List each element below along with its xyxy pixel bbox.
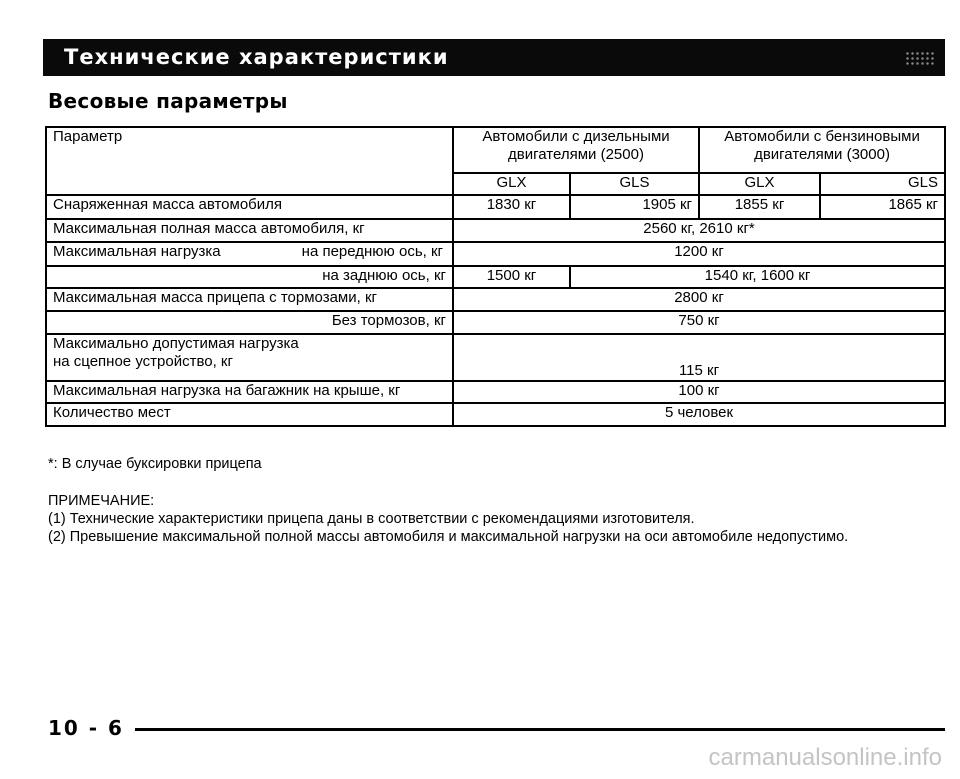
header-param: Параметр (46, 127, 453, 195)
cell-value: 1865 кг (820, 195, 945, 219)
table-row (46, 195, 945, 219)
table-row (46, 242, 945, 266)
table-row (46, 334, 945, 381)
table-row (46, 266, 945, 288)
page-divider (135, 728, 945, 731)
row-label-main: Максимальная нагрузка (53, 243, 221, 260)
page-number: 10 - 6 (48, 716, 124, 740)
cell-value: 115 кг (453, 334, 945, 381)
table-row (46, 288, 945, 311)
row-label: Снаряженная масса автомобиля (46, 195, 453, 219)
cell-value: 1200 кг (453, 242, 945, 266)
table-row (46, 403, 945, 426)
note-item: (2) Превышение максимальной полной массы автомобиля и максимальной нагрузки на оси автомобиле недопустимо. (48, 529, 849, 545)
section-title: Весовые параметры (48, 89, 288, 113)
row-label (46, 242, 453, 266)
cell-value: 100 кг (453, 381, 945, 403)
row-label: на заднюю ось, кг (46, 266, 453, 288)
table-row (46, 219, 945, 242)
sub-diesel-gls: GLS (570, 173, 699, 195)
row-label-front: на переднюю ось, кг (301, 243, 443, 260)
header-diesel: Автомобили с дизельными двигателями (2500) (453, 127, 699, 173)
cell-value: 1500 кг (453, 266, 570, 288)
table-header-row (46, 127, 945, 173)
page-title: Технические характеристики (64, 45, 449, 69)
row-label: Количество мест (46, 403, 453, 426)
cell-value: 1540 кг, 1600 кг (570, 266, 945, 288)
footnote: *: В случае буксировки прицепа (48, 456, 262, 472)
row-label: Максимальная полная масса автомобиля, кг (46, 219, 453, 242)
header-petrol: Автомобили с бензиновыми двигателями (3000) (699, 127, 945, 173)
watermark: carmanualsonline.info (708, 744, 942, 771)
cell-value: 1855 кг (699, 195, 820, 219)
sub-diesel-glx: GLX (453, 173, 570, 195)
table-row (46, 381, 945, 403)
banner-texture (905, 51, 935, 65)
cell-value: 1830 кг (453, 195, 570, 219)
row-label: Максимально допустимая нагрузка на сцепное устройство, кг (46, 334, 453, 381)
row-label: Без тормозов, кг (46, 311, 453, 334)
table-row (46, 311, 945, 334)
cell-value: 2800 кг (453, 288, 945, 311)
note-item: (1) Технические характеристики прицепа даны в соответствии с рекомендациями изготовителя. (48, 511, 695, 527)
cell-value: 2560 кг, 2610 кг* (453, 219, 945, 242)
row-label: Максимальная нагрузка на багажник на крыше, кг (46, 381, 453, 403)
sub-petrol-gls: GLS (820, 173, 945, 195)
cell-value: 1905 кг (570, 195, 699, 219)
cell-value: 750 кг (453, 311, 945, 334)
header-banner (43, 39, 945, 76)
cell-value: 5 человек (453, 403, 945, 426)
notes-heading: ПРИМЕЧАНИЕ: (48, 493, 155, 509)
weight-spec-table (45, 126, 946, 427)
sub-petrol-glx: GLX (699, 173, 820, 195)
row-label: Максимальная масса прицепа с тормозами, кг (46, 288, 453, 311)
